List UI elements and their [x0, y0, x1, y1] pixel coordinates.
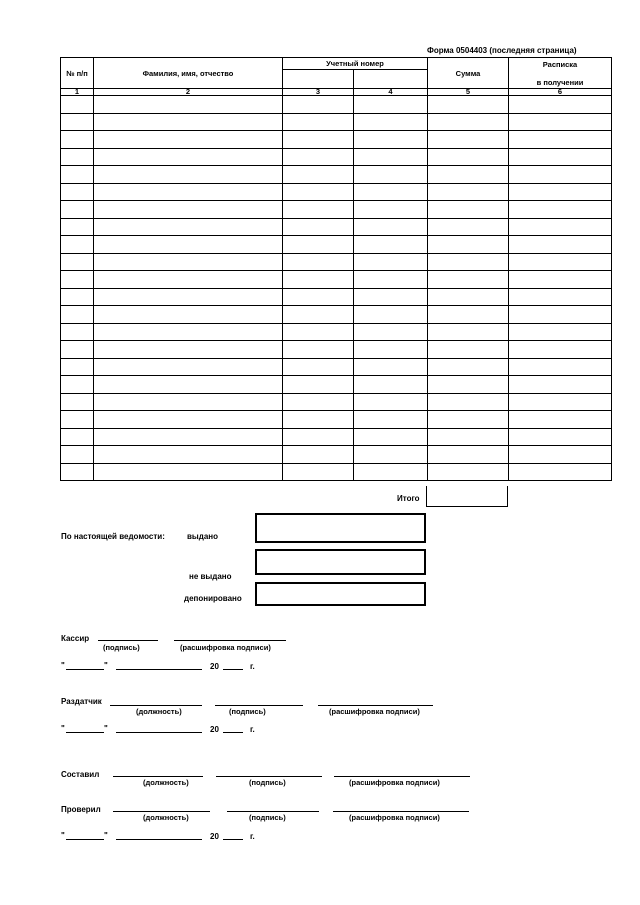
table-cell[interactable] — [509, 236, 612, 254]
table-cell[interactable] — [94, 341, 283, 359]
compiled-position-caption: (должность) — [143, 778, 189, 787]
table-cell[interactable] — [283, 236, 354, 254]
table-cell[interactable] — [428, 393, 509, 411]
table-cell[interactable] — [354, 323, 428, 341]
compiled-label: Составил — [61, 770, 100, 779]
checked-position-line[interactable] — [113, 811, 210, 812]
table-cell[interactable] — [428, 411, 509, 429]
table-cell[interactable] — [354, 446, 428, 464]
checked-decode-line[interactable] — [333, 811, 469, 812]
table-cell[interactable] — [509, 288, 612, 306]
payroll-table — [60, 57, 612, 481]
deposited-label: депонировано — [184, 594, 242, 603]
table-cell[interactable] — [509, 148, 612, 166]
col-number: 4 — [354, 89, 428, 96]
statement-lead: По настоящей ведомости: — [61, 532, 165, 541]
table-cell[interactable] — [94, 113, 283, 131]
table-cell[interactable] — [354, 166, 428, 184]
date-quote: " — [104, 661, 108, 670]
table-cell[interactable] — [283, 306, 354, 324]
header-receipt-line1: Расписка — [542, 59, 578, 69]
header-account: Учетный номер — [283, 58, 428, 70]
table-cell[interactable] — [354, 96, 428, 114]
compiled-signature-line[interactable] — [216, 776, 322, 777]
table-row — [61, 428, 612, 446]
table-cell[interactable] — [61, 113, 94, 131]
cashier-sign-caption: (подпись) — [103, 643, 140, 652]
issued-amount-field[interactable] — [255, 513, 426, 543]
table-cell[interactable] — [428, 96, 509, 114]
distributor-decode-caption: (расшифровка подписи) — [329, 707, 420, 716]
table-cell[interactable] — [509, 323, 612, 341]
checked-year-field[interactable] — [223, 839, 243, 840]
table-cell[interactable] — [283, 131, 354, 149]
table-cell[interactable] — [61, 341, 94, 359]
table-cell[interactable] — [354, 148, 428, 166]
compiled-position-line[interactable] — [113, 776, 203, 777]
table-row — [61, 306, 612, 324]
cashier-label: Кассир — [61, 634, 90, 643]
col-number: 6 — [509, 89, 612, 96]
table-cell[interactable] — [94, 323, 283, 341]
table-cell[interactable] — [94, 376, 283, 394]
not-issued-label: не выдано — [189, 572, 232, 581]
table-cell[interactable] — [428, 376, 509, 394]
compiled-sign-caption: (подпись) — [249, 778, 286, 787]
table-cell[interactable] — [61, 131, 94, 149]
table-cell[interactable] — [428, 218, 509, 236]
table-cell[interactable] — [354, 253, 428, 271]
table-cell[interactable] — [283, 411, 354, 429]
table-cell[interactable] — [509, 201, 612, 219]
deposited-amount-field[interactable] — [255, 582, 426, 606]
table-row — [61, 218, 612, 236]
table-cell[interactable] — [94, 96, 283, 114]
checked-position-caption: (должность) — [143, 813, 189, 822]
table-row — [61, 113, 612, 131]
table-row — [61, 96, 612, 114]
table-cell[interactable] — [61, 166, 94, 184]
issued-label: выдано — [187, 532, 218, 541]
table-cell[interactable] — [94, 463, 283, 481]
form-title: Форма 0504403 (последняя страница) — [427, 46, 577, 55]
table-cell[interactable] — [61, 463, 94, 481]
table-cell[interactable] — [428, 131, 509, 149]
table-row — [61, 358, 612, 376]
table-row — [61, 411, 612, 429]
table-cell[interactable] — [61, 306, 94, 324]
table-cell[interactable] — [283, 376, 354, 394]
table-row — [61, 166, 612, 184]
table-cell[interactable] — [61, 148, 94, 166]
col-number: 3 — [283, 89, 354, 96]
year-suffix: г. — [250, 832, 255, 841]
table-cell[interactable] — [94, 358, 283, 376]
table-cell[interactable] — [354, 428, 428, 446]
table-cell[interactable] — [283, 463, 354, 481]
table-cell[interactable] — [428, 271, 509, 289]
table-cell[interactable] — [509, 166, 612, 184]
total-label: Итого — [397, 494, 420, 503]
header-account-sub-3 — [283, 70, 354, 89]
table-cell[interactable] — [354, 271, 428, 289]
table-cell[interactable] — [61, 236, 94, 254]
table-cell[interactable] — [94, 428, 283, 446]
checked-signature-line[interactable] — [227, 811, 319, 812]
table-cell[interactable] — [283, 96, 354, 114]
table-cell[interactable] — [61, 183, 94, 201]
table-cell[interactable] — [509, 358, 612, 376]
distributor-signature-line[interactable] — [215, 705, 303, 706]
table-cell[interactable] — [509, 446, 612, 464]
table-cell[interactable] — [428, 236, 509, 254]
table-cell[interactable] — [354, 341, 428, 359]
checked-label: Проверил — [61, 805, 101, 814]
table-row — [61, 376, 612, 394]
table-cell[interactable] — [283, 341, 354, 359]
table-cell[interactable] — [94, 271, 283, 289]
table-cell[interactable] — [283, 113, 354, 131]
table-row — [61, 341, 612, 359]
table-row — [61, 201, 612, 219]
table-cell[interactable] — [94, 306, 283, 324]
distributor-label: Раздатчик — [61, 697, 102, 706]
table-cell[interactable] — [61, 96, 94, 114]
table-cell[interactable] — [61, 411, 94, 429]
header-receipt-line2: в получении — [536, 77, 584, 87]
cashier-signature-line[interactable] — [98, 640, 158, 641]
table-cell[interactable] — [354, 201, 428, 219]
table-cell[interactable] — [283, 148, 354, 166]
table-cell[interactable] — [283, 428, 354, 446]
table-cell[interactable] — [283, 288, 354, 306]
header-account-sub-4 — [354, 70, 428, 89]
table-cell[interactable] — [61, 253, 94, 271]
checked-month-field[interactable] — [116, 839, 202, 840]
table-row — [61, 463, 612, 481]
table-cell[interactable] — [428, 183, 509, 201]
col-number: 2 — [94, 89, 283, 96]
table-cell[interactable] — [283, 446, 354, 464]
table-cell[interactable] — [428, 306, 509, 324]
table-row — [61, 131, 612, 149]
table-cell[interactable] — [94, 446, 283, 464]
table-cell[interactable] — [94, 253, 283, 271]
date-quote: " — [61, 661, 65, 670]
table-cell[interactable] — [354, 131, 428, 149]
table-cell[interactable] — [509, 463, 612, 481]
table-cell[interactable] — [94, 148, 283, 166]
table-cell[interactable] — [94, 236, 283, 254]
year-prefix: 20 — [210, 832, 219, 841]
table-cell[interactable] — [354, 376, 428, 394]
table-cell[interactable] — [354, 113, 428, 131]
table-cell[interactable] — [94, 411, 283, 429]
table-cell[interactable] — [509, 218, 612, 236]
table-cell[interactable] — [509, 253, 612, 271]
year-prefix: 20 — [210, 725, 219, 734]
checked-day-field[interactable] — [66, 839, 104, 840]
date-quote: " — [61, 831, 65, 840]
header-receipt — [509, 58, 612, 89]
table-cell[interactable] — [509, 271, 612, 289]
table-cell[interactable] — [354, 463, 428, 481]
table-cell[interactable] — [283, 201, 354, 219]
table-row — [61, 148, 612, 166]
table-cell[interactable] — [428, 113, 509, 131]
table-row — [61, 253, 612, 271]
cashier-month-field[interactable] — [116, 669, 202, 670]
table-cell[interactable] — [428, 446, 509, 464]
table-cell[interactable] — [61, 376, 94, 394]
table-cell[interactable] — [283, 183, 354, 201]
table-cell[interactable] — [509, 411, 612, 429]
table-cell[interactable] — [428, 201, 509, 219]
date-quote: " — [104, 831, 108, 840]
table-cell[interactable] — [509, 131, 612, 149]
table-cell[interactable] — [428, 428, 509, 446]
year-suffix: г. — [250, 662, 255, 671]
table-cell[interactable] — [94, 201, 283, 219]
cashier-decode-line[interactable] — [174, 640, 286, 641]
table-cell[interactable] — [283, 358, 354, 376]
table-cell[interactable] — [509, 183, 612, 201]
table-cell[interactable] — [283, 271, 354, 289]
table-cell[interactable] — [509, 96, 612, 114]
table-cell[interactable] — [354, 393, 428, 411]
table-row — [61, 393, 612, 411]
table-cell[interactable] — [61, 428, 94, 446]
cashier-day-field[interactable] — [66, 669, 104, 670]
cashier-year-field[interactable] — [223, 669, 243, 670]
table-cell[interactable] — [428, 323, 509, 341]
table-row — [61, 323, 612, 341]
year-suffix: г. — [250, 725, 255, 734]
table-cell[interactable] — [283, 253, 354, 271]
distributor-sign-caption: (подпись) — [229, 707, 266, 716]
table-cell[interactable] — [354, 411, 428, 429]
table-cell[interactable] — [283, 323, 354, 341]
table-cell[interactable] — [61, 446, 94, 464]
table-cell[interactable] — [509, 393, 612, 411]
table-cell[interactable] — [509, 341, 612, 359]
table-cell[interactable] — [509, 428, 612, 446]
table-body — [61, 96, 612, 481]
table-row — [61, 446, 612, 464]
distributor-decode-line[interactable] — [318, 705, 433, 706]
not-issued-amount-field[interactable] — [255, 549, 426, 575]
distributor-position-caption: (должность) — [136, 707, 182, 716]
table-cell[interactable] — [428, 358, 509, 376]
table-cell[interactable] — [94, 218, 283, 236]
date-quote: " — [104, 724, 108, 733]
total-sum-field[interactable] — [426, 486, 508, 507]
distributor-year-field[interactable] — [223, 732, 243, 733]
table-cell[interactable] — [94, 166, 283, 184]
table-cell[interactable] — [61, 271, 94, 289]
table-cell[interactable] — [94, 393, 283, 411]
year-prefix: 20 — [210, 662, 219, 671]
compiled-decode-line[interactable] — [334, 776, 470, 777]
compiled-decode-caption: (расшифровка подписи) — [349, 778, 440, 787]
distributor-month-field[interactable] — [116, 732, 202, 733]
table-cell[interactable] — [283, 166, 354, 184]
table-cell[interactable] — [61, 218, 94, 236]
table-cell[interactable] — [354, 218, 428, 236]
table-cell[interactable] — [509, 376, 612, 394]
table-cell[interactable] — [428, 166, 509, 184]
cashier-decode-caption: (расшифровка подписи) — [180, 643, 271, 652]
table-cell[interactable] — [61, 323, 94, 341]
checked-sign-caption: (подпись) — [249, 813, 286, 822]
header-name: Фамилия, имя, отчество — [94, 58, 283, 89]
table-cell[interactable] — [354, 183, 428, 201]
table-cell[interactable] — [428, 341, 509, 359]
header-sum: Сумма — [428, 58, 509, 89]
table-cell[interactable] — [283, 218, 354, 236]
checked-decode-caption: (расшифровка подписи) — [349, 813, 440, 822]
table-cell[interactable] — [354, 358, 428, 376]
table-row — [61, 271, 612, 289]
table-cell[interactable] — [428, 148, 509, 166]
col-number: 5 — [428, 89, 509, 96]
col-number: 1 — [61, 89, 94, 96]
table-cell[interactable] — [94, 288, 283, 306]
table-cell[interactable] — [354, 306, 428, 324]
date-quote: " — [61, 724, 65, 733]
table-cell[interactable] — [509, 306, 612, 324]
table-cell[interactable] — [354, 288, 428, 306]
table-cell[interactable] — [94, 131, 283, 149]
distributor-position-line[interactable] — [110, 705, 202, 706]
table-cell[interactable] — [61, 201, 94, 219]
table-cell[interactable] — [94, 183, 283, 201]
table-cell[interactable] — [428, 288, 509, 306]
table-row — [61, 183, 612, 201]
table-cell[interactable] — [61, 393, 94, 411]
column-number-row — [61, 89, 612, 96]
table-cell[interactable] — [428, 253, 509, 271]
table-cell[interactable] — [354, 236, 428, 254]
header-num: № п/п — [61, 58, 94, 89]
distributor-day-field[interactable] — [66, 732, 104, 733]
table-cell[interactable] — [61, 358, 94, 376]
table-cell[interactable] — [61, 288, 94, 306]
table-cell[interactable] — [283, 393, 354, 411]
table-cell[interactable] — [428, 463, 509, 481]
table-row — [61, 288, 612, 306]
table-row — [61, 236, 612, 254]
table-cell[interactable] — [509, 113, 612, 131]
